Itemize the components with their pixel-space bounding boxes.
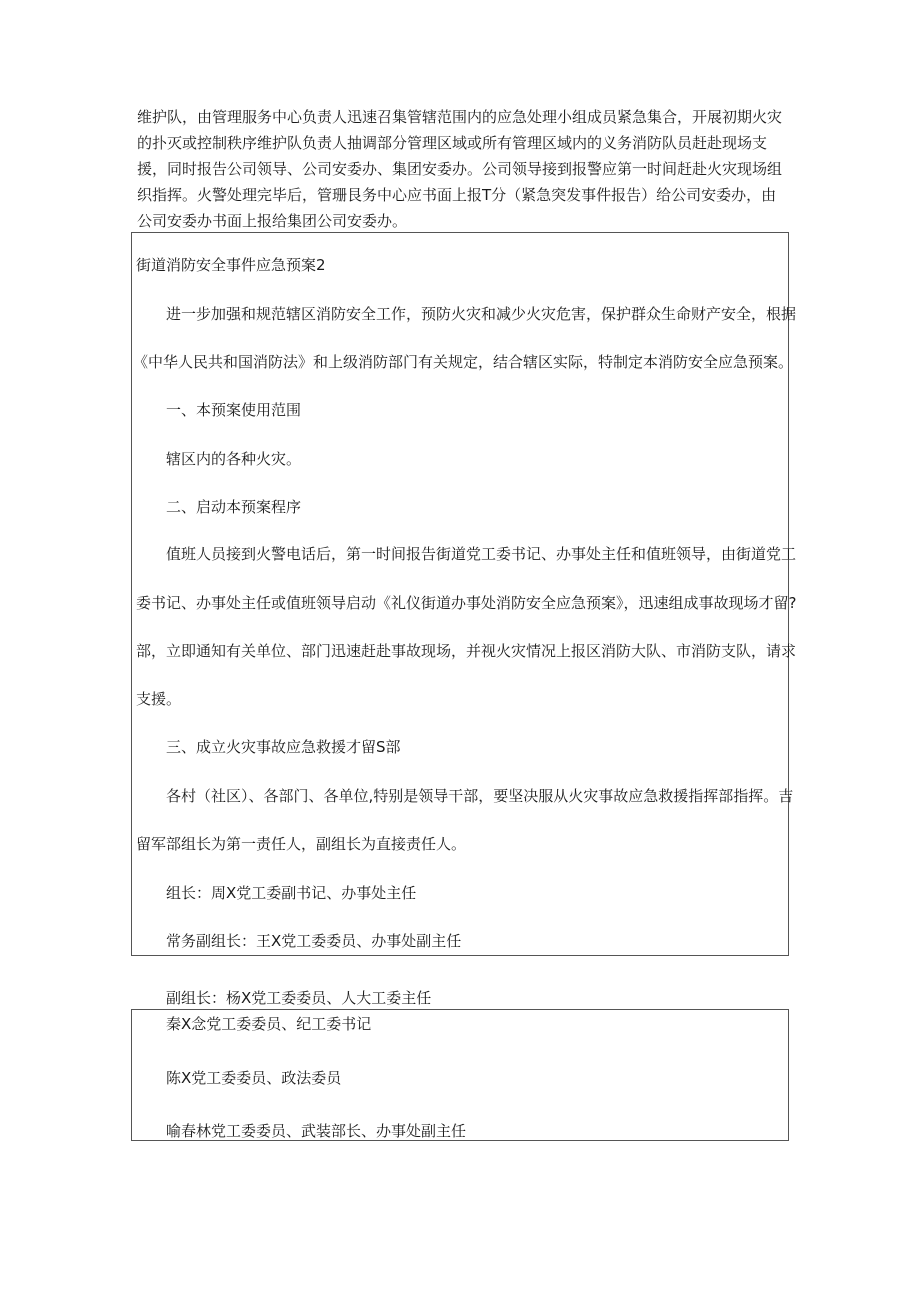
heading-command: 三、成立火灾事故应急救援才留S部 (166, 738, 401, 756)
para-procedure-line1: 值班人员接到火警电话后，第一时间报告街道党工委书记、办事处主任和值班领导，由街道党工 (166, 545, 797, 563)
member-yu: 喻春林党工委委员、武装部长、办事处副主任 (166, 1122, 467, 1140)
para-scope: 辖区内的各种火灾。 (166, 450, 302, 468)
para-procedure-line4: 支援。 (136, 690, 182, 708)
para-purpose-line1: 进一步加强和规范辖区消防安全工作，预防火灾和减少火灾危害，保护群众生命财产安全，根据 (166, 305, 797, 323)
member-chen: 陈X党工委委员、政法委员 (166, 1069, 342, 1087)
intro-paragraph: 维护队，由管理服务中心负责人迅速召集管辖范围内的应急处理小组成员紧急集合，开展初期火灾的扑灭或控制秩序维护队负责人抽调部分管理区域或所有管理区域内的义务消防队员赶赴现场支援，同时报告公司领导、公司安委办、集团安委办。公司领导接到报警应第一时间赶赴火灾现场组织指挥。火警处理完毕后，管珊艮务中心应书面上报T分（紧急突发事件报告）给公司安委办，由公司安委办书面上报给集团公司安委办。 (137, 108, 783, 230)
section-title: 街道消防安全事件应急预案2 (136, 256, 326, 274)
para-command-line1: 各村（社区）、各部门、各单位,特别是领导干部，要坚决服从火灾事故应急救援指挥部指挥。吉 (166, 787, 794, 805)
para-procedure-line3: 部，立即通知有关单位、部门迅速赶赴事故现场，并视火灾情况上报区消防大队、市消防支队，请求 (136, 642, 797, 660)
members-box (131, 1009, 789, 1141)
member-deputy: 副组长：杨X党工委委员、人大工委主任 (166, 989, 432, 1007)
para-purpose-line2: 《中华人民共和国消防法》和上级消防部门有关规定，结合辖区实际，特制定本消防安全应急预案。 (133, 353, 794, 371)
para-command-line2: 留军部组长为第一责任人，副组长为直接责任人。 (136, 835, 467, 853)
heading-scope: 一、本预案使用范围 (166, 401, 302, 419)
plan-section-box (131, 232, 797, 956)
member-qin: 秦X念党工委委员、纪工委书记 (166, 1015, 372, 1033)
member-leader: 组长：周X党工委副书记、办事处主任 (166, 884, 417, 902)
heading-procedure: 二、启动本预案程序 (166, 498, 302, 516)
para-procedure-line2: 委书记、办事处主任或值班领导启动《礼仪街道办事处消防安全应急预案》，迅速组成事故现场才留? (136, 594, 797, 612)
member-executive-deputy: 常务副组长：王X党工委委员、办事处副主任 (166, 932, 462, 950)
